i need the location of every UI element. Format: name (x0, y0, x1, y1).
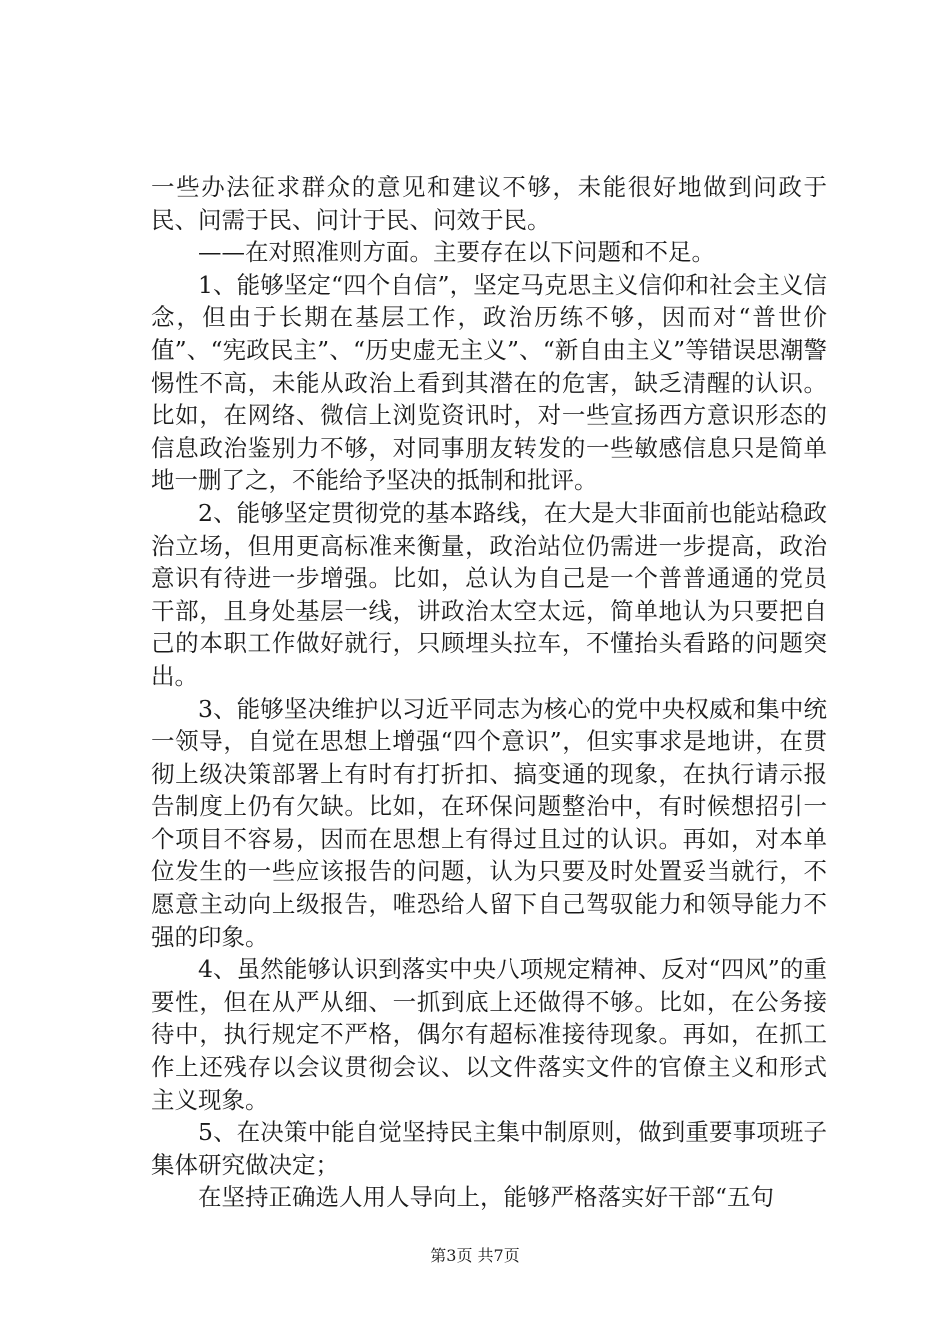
paragraph-continued: 一些办法征求群众的意见和建议不够，未能很好地做到问政于民、问需于民、问计于民、问效于民。 (151, 173, 827, 234)
page-number-label: 第3页 共7页 (430, 1246, 520, 1265)
paragraph-trailing: 在坚持正确选人用人导向上，能够严格落实好干部“五句 (198, 1183, 775, 1212)
document-body (151, 171, 827, 1214)
paragraph-item-2: 2、能够坚定贯彻党的基本路线，在大是大非面前也能站稳政治立场，但用更高标准来衡量，政治站位仍需进一步提高，政治意识有待进一步增强。比如，总认为自己是一个普普通通的党员干部，且身处基层一线，讲政治太空太远，简单地认为只要把自己的本职工作做好就行，只顾埋头拉车，不懂抬头看路的问题突出。 (151, 498, 827, 690)
paragraph-item-5: 5、在决策中能自觉坚持民主集中制原则，做到重要事项班子集体研究做决定； (151, 1118, 827, 1179)
paragraph-item-4: 4、虽然能够认识到落实中央八项规定精神、反对“四风”的重要性，但在从严从细、一抓到底上还做得不够。比如，在公务接待中，执行规定不严格，偶尔有超标准接待现象。再如，在抓工作上还残存以会议贯彻会议、以文件落实文件的官僚主义和形式主义现象。 (151, 955, 827, 1114)
paragraph-item-3: 3、能够坚决维护以习近平同志为核心的党中央权威和集中统一领导，自觉在思想上增强“四个意识”，但实事求是地讲，在贯彻上级决策部署上有时有打折扣、搞变通的现象，在执行请示报告制度上仍有欠缺。比如，在环保问题整治中，有时候想招引一个项目不容易，因而在思想上有得过且过的认识。再如，对本单位发生的一些应该报告的问题，认为只要及时处置妥当就行，不愿意主动向上级报告，唯恐给人留下自己驾驭能力和领导能力不强的印象。 (151, 694, 827, 951)
paragraph-item-1: 1、能够坚定“四个自信”，坚定马克思主义信仰和社会主义信念，但由于长期在基层工作，政治历练不够，因而对“普世价值”、“宪政民主”、“历史虚无主义”、“新自由主义”等错误思潮警惕性不高，未能从政治上看到其潜在的危害，缺乏清醒的认识。比如，在网络、微信上浏览资讯时，对一些宣扬西方意识形态的信息政治鉴别力不够，对同事朋友转发的一些敏感信息只是简单地一删了之，不能给予坚决的抵制和批评。 (151, 270, 827, 495)
paragraph-section-heading: ——在对照准则方面。主要存在以下问题和不足。 (198, 238, 715, 267)
page-footer (0, 1245, 950, 1267)
